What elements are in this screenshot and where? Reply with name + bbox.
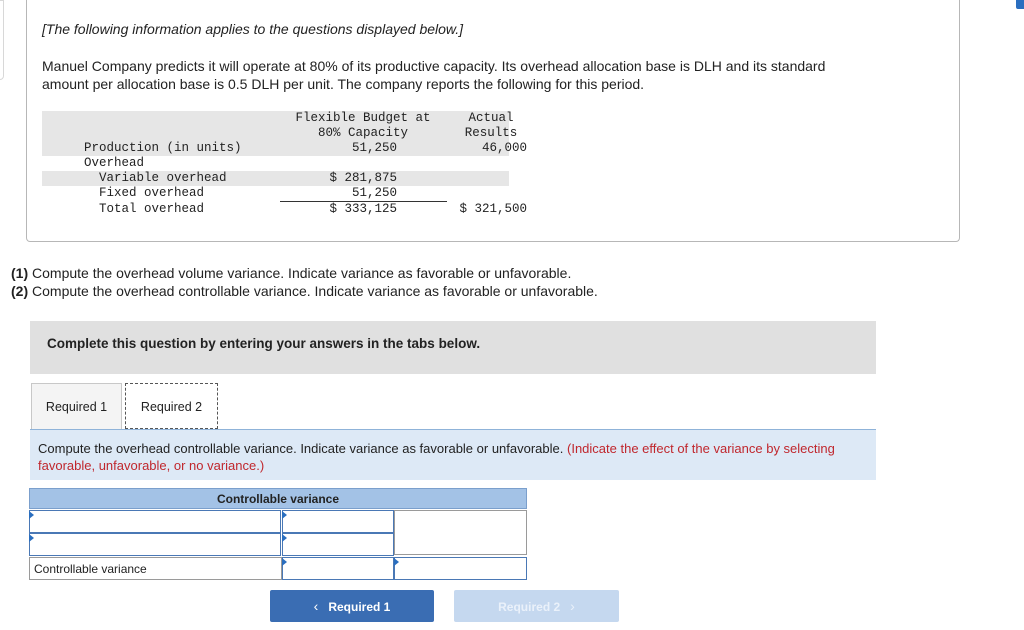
row-label: Total overhead — [99, 202, 205, 216]
row-actual-value: 46,000 — [481, 141, 527, 155]
instructions-main: Compute the overhead controllable variance. Indicate variance as favorable or unfavorable. — [38, 441, 564, 456]
row-label: Production (in units) — [84, 141, 242, 155]
prev-tab-label: Required 1 — [328, 600, 391, 614]
effect-cell — [394, 510, 527, 555]
col-flex-header-1: Flexible Budget at — [295, 111, 431, 125]
row-label: Overhead — [84, 156, 145, 170]
prev-tab-button[interactable] — [270, 590, 434, 622]
question-2-number: (2) — [11, 283, 29, 299]
question-1-text: Compute the overhead volume variance. Indicate variance as favorable or unfavorable. — [32, 265, 572, 281]
col-flex-header-2: 80% Capacity — [317, 126, 408, 140]
row3-label: Controllable variance — [29, 557, 282, 580]
row-flex-value: $ 281,875 — [329, 171, 397, 185]
row-flex-value: 51,250 — [351, 186, 397, 200]
instructions-hint: (Indicate the effect of the variance by selecting favorable, unfavorable, or no variance.) — [38, 441, 835, 473]
row-actual-value: $ 321,500 — [459, 202, 527, 216]
banner-text: Complete this question by entering your answers in the tabs below. — [47, 336, 481, 351]
chevron-right-icon: › — [570, 598, 575, 614]
tab-instructions — [30, 430, 876, 480]
info-heading: [The following information applies to the questions displayed below.] — [42, 21, 464, 37]
row-flex-value: 51,250 — [351, 141, 397, 155]
row2-label-select[interactable] — [29, 533, 281, 556]
chevron-left-icon: ‹ — [313, 598, 319, 614]
instruction-banner — [30, 321, 876, 374]
tab-required-2[interactable]: Required 2 — [125, 383, 218, 429]
col-actual-header-1: Actual — [468, 111, 514, 125]
tab-required-1[interactable]: Required 1 — [31, 383, 122, 429]
variance-effect-select[interactable] — [394, 557, 527, 580]
answer-table-header: Controllable variance — [29, 488, 527, 509]
question-1-number: (1) — [11, 265, 29, 281]
table-shade-row — [42, 111, 509, 126]
row1-label-select[interactable] — [29, 510, 281, 533]
corner-accent — [1016, 0, 1024, 9]
row-label: Variable overhead — [99, 171, 227, 185]
variance-amount-input[interactable] — [282, 557, 394, 580]
question-2 — [11, 282, 598, 300]
instructions-text — [38, 440, 858, 474]
question-2-text: Compute the overhead controllable variance. Indicate variance as favorable or unfavorable. — [32, 283, 598, 299]
table-shade-row — [42, 126, 509, 141]
next-tab-button[interactable] — [454, 590, 619, 622]
question-1 — [11, 264, 598, 282]
left-rail — [0, 0, 4, 80]
info-paragraph: Manuel Company predicts it will operate at 80% of its productive capacity. Its overhead allocation base is DLH and its standard amount per allocation base is 0.5 DLH per unit. The company reports the following for this period. — [42, 58, 826, 92]
answer-table — [29, 488, 527, 580]
row1-amount-input[interactable] — [282, 510, 394, 533]
next-tab-label: Required 2 — [498, 600, 561, 614]
row-flex-value: $ 333,125 — [329, 202, 397, 216]
row2-amount-input[interactable] — [282, 533, 394, 556]
questions-block — [11, 264, 598, 300]
row-label: Fixed overhead — [99, 186, 205, 200]
col-actual-header-2: Results — [464, 126, 518, 140]
